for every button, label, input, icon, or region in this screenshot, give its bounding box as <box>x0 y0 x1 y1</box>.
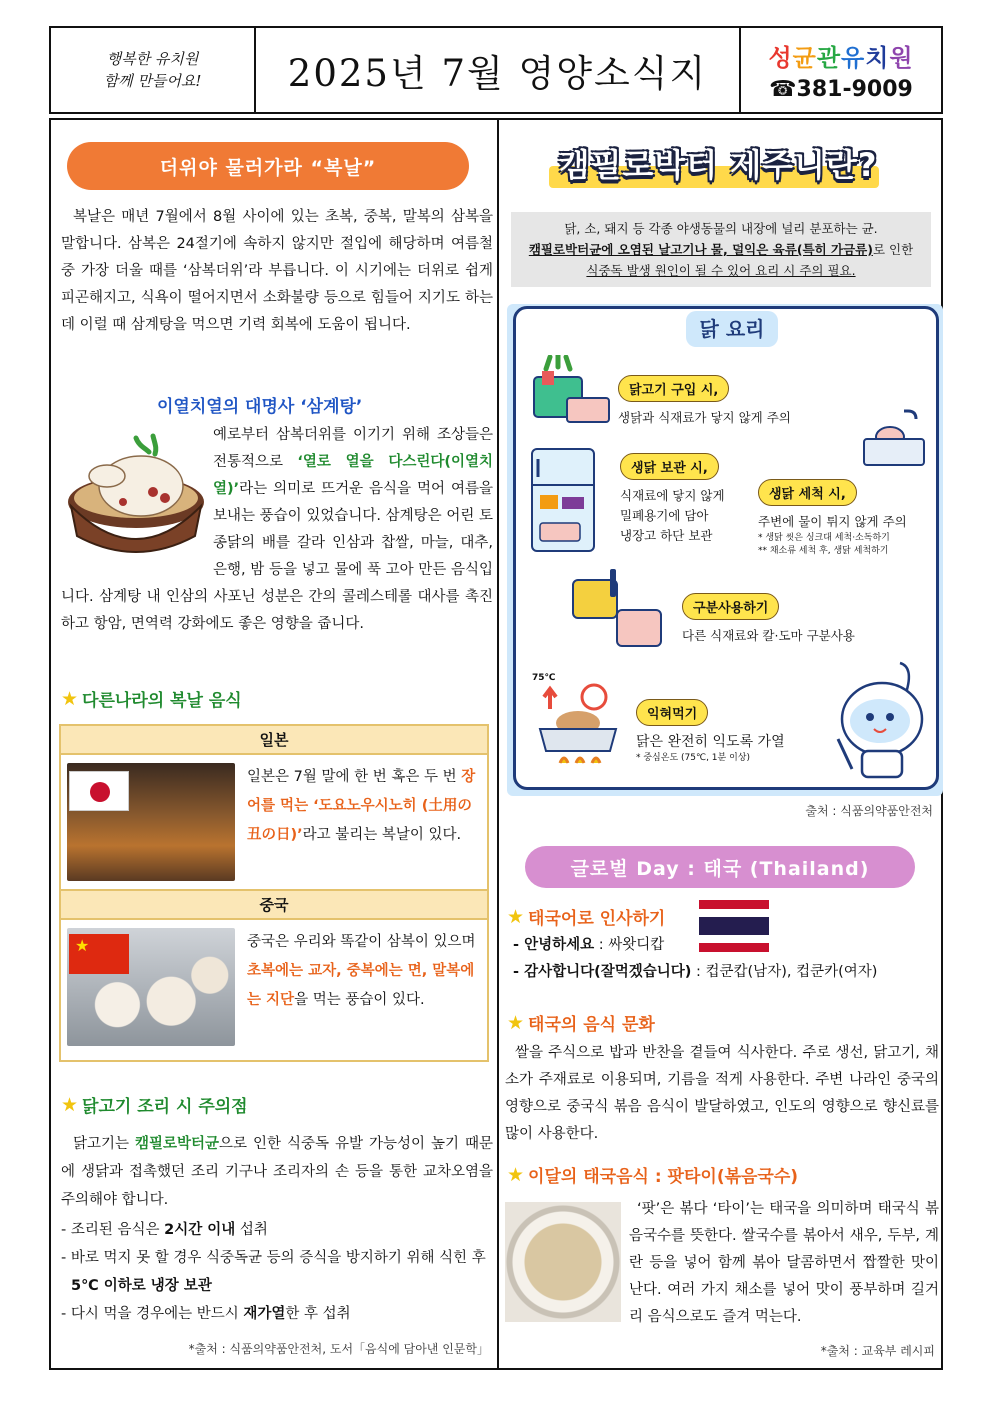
right-source: *출처 : 교육부 레시피 <box>820 1344 935 1358</box>
panel-title-text: 닭 요리 <box>699 317 765 341</box>
star-icon: ★ <box>61 687 79 710</box>
school-name-char: 관 <box>816 44 841 72</box>
chicken-cooking-panel <box>513 306 939 790</box>
chicken-highlight: 캠필로박터균 <box>135 1136 220 1152</box>
step-3 <box>758 479 907 558</box>
desc-line-1: 닭, 소, 돼지 등 각종 야생동물의 내장에 널리 분포하는 균. <box>564 221 878 236</box>
star-icon: ★ <box>507 1011 525 1034</box>
chicken-bullets <box>61 1216 493 1328</box>
step-3-note-2: ** 채소류 세척 후, 생닭 세척하기 <box>758 546 889 556</box>
step-5-text: 닭은 완전히 익도록 가열 <box>636 734 785 750</box>
china-flag-icon: ★ <box>69 934 129 974</box>
samgyetang-heading: 이열치열의 대명사 ‘삼계탕’ <box>157 397 363 417</box>
china-text-part1: 중국은 우리와 똑같이 삼복이 있으며 <box>247 934 476 950</box>
star-icon: ★ <box>61 1093 79 1116</box>
samgyetang-text-part1: 예로부터 삼복더위를 이기기 위해 조상들은 전통적으로 <box>213 427 493 470</box>
greeting-hello: - 안녕하세요 : 싸왓디캅 <box>513 937 665 953</box>
food-culture-heading-text: 태국의 음식 문화 <box>528 1015 655 1035</box>
school-name-char: 원 <box>889 44 914 72</box>
japan-header: 일본 <box>61 726 487 755</box>
samgyetang-highlight: ‘열로 열을 다스린다(이열치열)’ <box>213 454 493 497</box>
monthly-food-heading-text: 이달의 태국음식 : 팟타이(볶음국수) <box>528 1167 799 1187</box>
pad-thai-image <box>505 1202 621 1322</box>
china-text-part2: 을 먹는 풍습이 있다. <box>294 992 425 1008</box>
newsletter-header <box>49 26 943 114</box>
school-phone: ☎381-9009 <box>769 77 913 102</box>
panel-title <box>686 311 778 347</box>
newsletter-body <box>49 118 943 1370</box>
japan-highlight: 장어를 먹는 ‘도요노우시노히 (土用の丑の日)’ <box>247 769 476 843</box>
food-culture-heading <box>507 1010 655 1035</box>
monthly-food-heading <box>507 1162 798 1187</box>
step-2-tag: 생닭 보관 시, <box>620 453 719 480</box>
step-5-tag: 익혀먹기 <box>636 699 708 726</box>
japan-text-part2: 라고 불리는 복날이 있다. <box>302 827 462 843</box>
step-2-text-2: 밀폐용기에 담아 <box>620 508 709 523</box>
china-row <box>61 920 487 1054</box>
japan-eel-image <box>67 763 235 881</box>
boknal-title: 더위야 물러가라 “복날” <box>159 156 377 179</box>
slogan <box>51 28 256 112</box>
chicken-caution-heading-text: 닭고기 조리 시 주의점 <box>82 1097 248 1117</box>
greeting-heading-text: 태국어로 인사하기 <box>528 909 666 929</box>
monthly-food-text: ‘팟’은 볶다 ‘타이’는 태국을 의미하며 태국식 볶음국수를 뜻한다. 쌀국수를 볶아서 새우, 두부, 계란 등을 넣어 함께 볶아 달콤하면서 짭짤한 맛이 난다. 여러 가지 채소를 넣어 맛이 풍부하며 길거리 음식으로도 즐겨 먹는다. <box>629 1201 939 1325</box>
step-5-note: * 중심온도 (75℃, 1분 이상) <box>636 753 750 763</box>
chicken-caution-text <box>61 1130 493 1214</box>
greeting-heading <box>507 904 665 929</box>
samgyetang-text <box>61 422 493 638</box>
jeju-title: 캠필로박터 제주니란? <box>558 146 878 184</box>
school-name-char: 성 <box>768 44 793 72</box>
boknal-text: 복날은 매년 7월에서 8월 사이에 있는 초복, 중복, 말복의 삼복을 말합니다. 삼복은 24절기에 속하지 않지만 절입에 해당하며 여름철 중 가장 더울 때를 ‘삼복더위’라 부릅니다. 이 시기에는 더위로 쉽게 피곤해지고, 식욕이 떨어지면서 소화불량 등으로 힘들어 지기도 하는데 이럴 때 삼계탕을 먹으면 기력 회복에 도움이 됩니다. <box>61 209 493 333</box>
step-2-text-1: 식재료에 닿지 않게 <box>620 488 725 503</box>
raw-chicken-pack-icon <box>566 397 610 423</box>
samgyetang-text-part2: 라는 의미로 뜨거운 음식을 먹어 여름을 보내는 풍습이 있었습니다. 삼계탕은 어린 토종닭의 배를 갈라 인삼과 찹쌀, 마늘, 대추, 은행, 밤 등을 넣고 물에 푹 고아 만든 음식입니다. 삼계탕 내 인삼의 사포닌 성분은 간의 콜레스테롤 대사를 촉진하고 항암, 면역력 강화에도 좋은 영향을 줍니다. <box>61 481 493 632</box>
greetings <box>513 932 933 986</box>
right-column <box>503 120 941 1368</box>
school-name-char: 균 <box>792 44 817 72</box>
desc-line-3: 식중독 발생 원인이 될 수 있어 요리 시 주의 필요. <box>586 263 856 278</box>
chicken-text-part1: 닭고기는 <box>73 1136 135 1152</box>
japan-flag-icon <box>69 771 129 811</box>
campylobacter-description <box>511 212 931 287</box>
step-1 <box>618 375 791 428</box>
bullet-1: - 조리된 음식은 2시간 이내 섭취 <box>61 1222 268 1238</box>
page-title: 2025년 7월 영양소식지 <box>256 28 741 112</box>
japan-text-part1: 일본은 7월 말에 한 번 혹은 두 번 <box>247 769 462 785</box>
school-name-char: 유 <box>841 44 866 72</box>
step-1-tag: 닭고기 구입 시, <box>618 375 729 402</box>
sink-icon <box>860 409 928 469</box>
left-column <box>59 120 493 1368</box>
chicken-board-icon <box>616 609 662 647</box>
food-culture-text: 쌀을 주식으로 밥과 반찬을 곁들여 식사한다. 주로 생선, 닭고기, 채소가 주재료로 이용되며, 기름을 적게 사용한다. 주변 나라인 중국의 영향으로 중국식 볶음 음식이 발달하였고, 인도의 영향으로 향신료를 많이 사용한다. <box>505 1045 939 1142</box>
column-divider <box>497 120 499 1368</box>
global-day-title: 글로벌 Day : 태국 (Thailand) <box>570 857 870 880</box>
other-country-heading-text: 다른나라의 복날 음식 <box>82 691 242 711</box>
japan-text <box>247 763 481 881</box>
step-4-tag: 구분사용하기 <box>682 593 779 620</box>
bullet-3: - 다시 먹을 경우에는 반드시 재가열한 후 섭취 <box>61 1306 351 1322</box>
other-country-box <box>59 724 489 1062</box>
global-day-banner <box>525 846 915 888</box>
bullet-2: - 바로 먹지 못 할 경우 식중독균 등의 증식을 방지하기 위해 식힌 후 5℃ 이하로 냉장 보관 <box>61 1250 486 1294</box>
slogan-line-1: 행복한 유치원 <box>106 50 199 68</box>
step-1-text: 생닭과 식재료가 닿지 않게 주의 <box>618 410 791 425</box>
star-icon: ★ <box>507 1163 525 1186</box>
japan-row <box>61 755 487 889</box>
greeting-thanks: - 감사합니다(잘먹겠습니다) : 컵쿤캅(남자), 컵쿤카(여자) <box>513 964 878 980</box>
chicken-caution-heading <box>61 1092 248 1117</box>
step-3-note-1: * 생닭 씻은 싱크대 세척·소독하기 <box>758 533 890 543</box>
image-float-spacer <box>61 422 213 562</box>
step-3-tag: 생닭 세척 시, <box>758 479 857 506</box>
china-header: 중국 <box>61 889 487 920</box>
china-highlight: 초복에는 교자, 중복에는 면, 말복에는 지단 <box>247 963 475 1008</box>
other-country-heading <box>61 686 242 711</box>
step-4 <box>682 593 855 646</box>
school-name-char: 치 <box>865 44 890 72</box>
step-4-text: 다른 식재료와 칼·도마 구분사용 <box>682 628 855 643</box>
mascot-thumbs-up-icon <box>834 659 930 781</box>
step-2 <box>620 453 725 546</box>
left-source: *출처 : 식품의약품안전처, 도서「음식에 담아낸 인문학」 <box>188 1342 489 1356</box>
knife-icon <box>610 569 616 597</box>
china-text <box>247 928 481 1046</box>
boknal-title-banner <box>67 142 469 190</box>
step-3-text: 주변에 물이 튀지 않게 주의 <box>758 514 907 529</box>
refrigerator-icon <box>530 447 600 555</box>
china-dumpling-image <box>67 928 235 1046</box>
temperature-label: 75℃ <box>532 673 556 683</box>
desc-line-2: 캠필로박터균에 오염된 날고기나 물, 덜익은 육류(특히 가금류)로 인한 <box>528 242 914 257</box>
school-info <box>741 28 941 112</box>
step-2-text-3: 냉장고 하단 보관 <box>620 528 713 543</box>
panel-source: 출처 : 식품의약품안전처 <box>805 804 933 818</box>
chicken-text-part2: 으로 인한 식중독 유발 가능성이 높기 때문에 생닭과 접촉했던 조리 기구나 조리자의 손 등을 통한 교차오염을 주의해야 합니다. <box>61 1136 493 1208</box>
star-icon: ★ <box>507 905 525 928</box>
slogan-line-2: 함께 만들어요! <box>103 72 202 90</box>
cooking-pot-icon <box>530 673 626 767</box>
step-5 <box>636 699 785 765</box>
school-name <box>768 38 913 73</box>
